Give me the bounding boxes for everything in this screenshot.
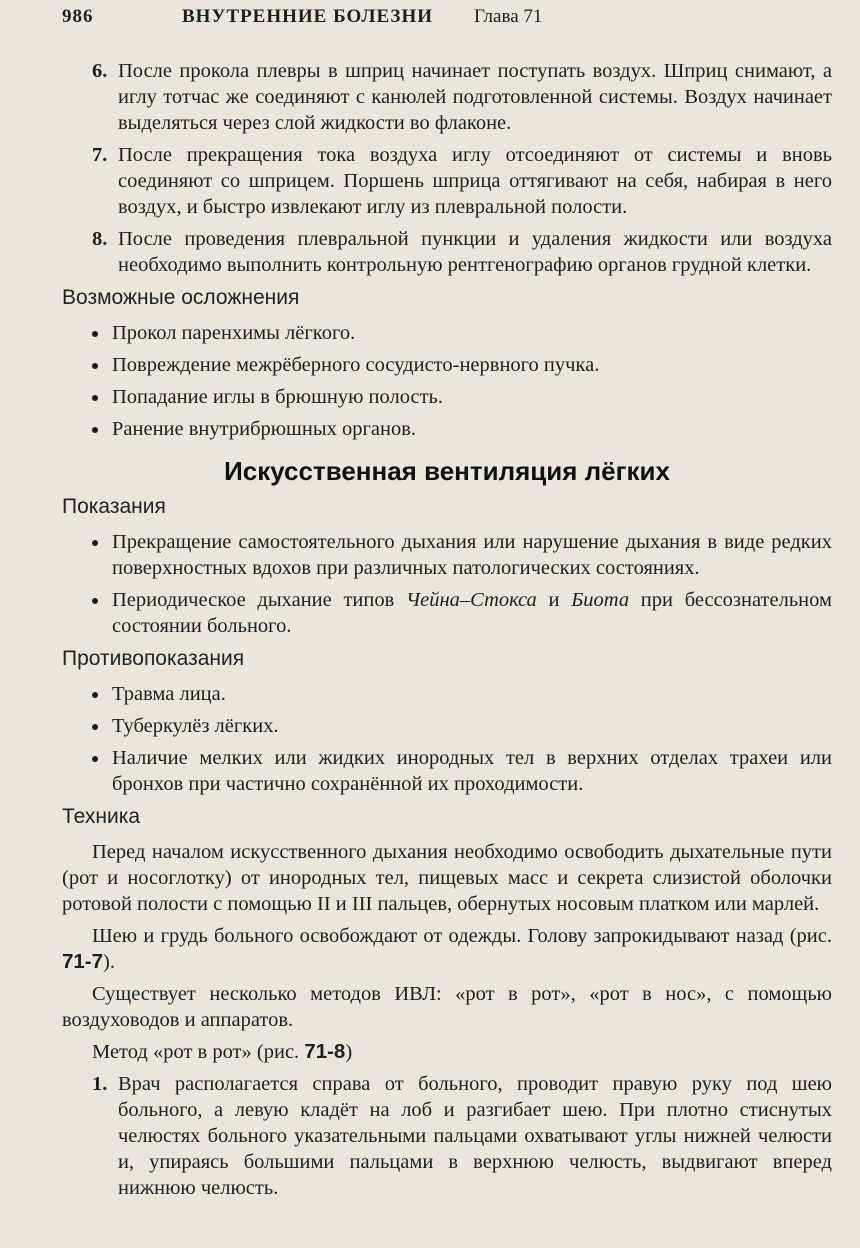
section-title: Искусственная вентиляция лёгких: [224, 456, 670, 486]
book-title: ВНУТРЕННИЕ БОЛЕЗНИ: [182, 6, 434, 27]
list-item: Травма лица.: [62, 681, 832, 707]
figure-reference: 71-7: [62, 950, 104, 973]
method-steps: [62, 1071, 832, 1201]
step-number: 6.: [92, 60, 108, 82]
contraindications-heading: Противопоказания: [62, 647, 245, 670]
technique-heading: Техника: [62, 805, 141, 828]
running-header: [62, 6, 832, 32]
procedure-steps: [62, 58, 832, 278]
cheyne-stokes-term: Чейна–Стокса: [406, 589, 537, 611]
bullet-icon: [92, 692, 98, 698]
step-number: 7.: [92, 144, 108, 166]
list-item: Периодическое дыхание типов Чейна–Стокса и Биота при бессознательном состоянии больного.: [62, 587, 832, 639]
chapter-label: Глава 71: [474, 6, 543, 27]
bullet-icon: [92, 724, 98, 730]
contraindications-list: [62, 681, 832, 797]
list-item: Прокол паренхимы лёгкого.: [62, 320, 832, 346]
bullet-icon: [92, 427, 98, 433]
list-item: Повреждение межрёберного сосудисто-нервного пучка.: [62, 352, 832, 378]
bullet-icon: [92, 395, 98, 401]
method-label: Метод «рот в рот» (рис. 71-8): [92, 1040, 353, 1063]
bullet-icon: [92, 756, 98, 762]
page-content: [62, 58, 832, 1207]
step-number: 1.: [92, 1073, 108, 1095]
bullet-icon: [92, 331, 98, 337]
method-step: [62, 1071, 832, 1201]
list-item: Прекращение самостоятельного дыхания или нарушение дыхания в виде редких поверхностных вдохов при различных патологических состояниях.: [62, 529, 832, 581]
indications-heading: Показания: [62, 495, 166, 518]
technique-paragraph: Шею и грудь больного освобождают от одежды. Голову запрокидывают назад (рис. 71-7).: [62, 925, 832, 973]
page-number: 986: [62, 6, 94, 27]
bullet-icon: [92, 540, 98, 546]
procedure-step: [62, 58, 832, 136]
list-item: Попадание иглы в брюшную полость.: [62, 384, 832, 410]
complications-heading: Возможные осложнения: [62, 286, 300, 309]
figure-reference: 71-8: [304, 1040, 346, 1063]
step-text: После прокола плевры в шприц начинает поступать воздух. Шприц снимают, а иглу тотчас же соединяют с канюлей подготовленной системы. Воздух начинает выделяться через слой жидкости во флаконе.: [118, 60, 832, 134]
bullet-icon: [92, 363, 98, 369]
biot-term: Биота: [571, 589, 630, 611]
list-item: Наличие мелких или жидких инородных тел в верхних отделах трахеи или бронхов при частично сохранённой их проходимости.: [62, 745, 832, 797]
step-number: 8.: [92, 228, 108, 250]
step-text: После прекращения тока воздуха иглу отсоединяют от системы и вновь соединяют со шприцем. Поршень шприца оттягивают на себя, набирая в него воздух, и быстро извлекают иглу из плевральной полости.: [118, 144, 832, 218]
indications-list: [62, 529, 832, 639]
complications-list: [62, 320, 832, 442]
list-item: Ранение внутрибрюшных органов.: [62, 416, 832, 442]
list-item: Туберкулёз лёгких.: [62, 713, 832, 739]
technique-paragraph: Существует несколько методов ИВЛ: «рот в рот», «рот в нос», с помощью воздуховодов и аппаратов.: [62, 983, 832, 1031]
bullet-icon: [92, 598, 98, 604]
step-text: Врач располагается справа от больного, проводит правую руку под шею больного, а левую кладёт на лоб и разгибает шею. При плотно стиснутых челюстях больного указательными пальцами охватывают углы нижней челюсти и, упираясь большими пальцами в верхнюю челюсть, выдвигают вперед нижнюю челюсть.: [118, 1073, 832, 1199]
procedure-step: [62, 142, 832, 220]
technique-paragraph: Перед началом искусственного дыхания необходимо освободить дыхательные пути (рот и носоглотку) от инородных тел, пищевых масс и секрета слизистой оболочки ротовой полости с помощью II и III пальцев, обернутых носовым платком или марлей.: [62, 841, 832, 915]
step-text: После проведения плевральной пункции и удаления жидкости или воздуха необходимо выполнить контрольную рентгенографию органов грудной клетки.: [118, 228, 832, 276]
procedure-step: [62, 226, 832, 278]
